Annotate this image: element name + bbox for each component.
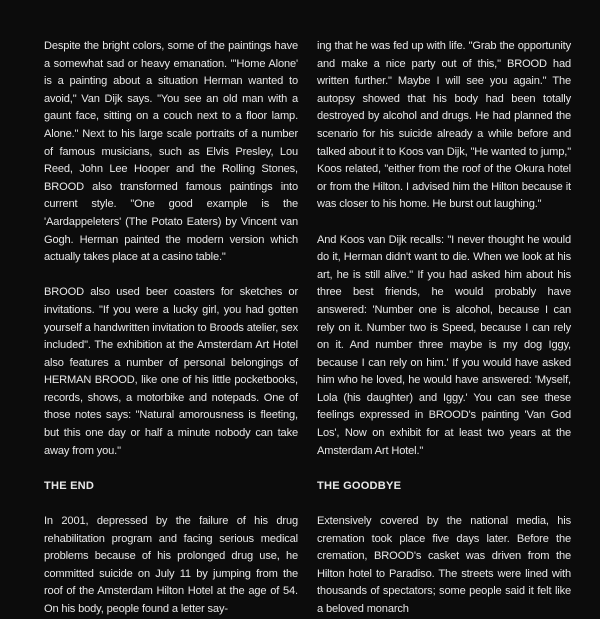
paragraph-suicide: In 2001, depressed by the failure of his drug rehabilitation program and facing serious medical problems because of his prolonged drug use, he committed suicide on July 11 by jumping from the roof of the Amsterdam Hilton Hotel at the age of 54. On his body, people found a letter say- — [44, 515, 298, 615]
paragraph-autopsy: ing that he was fed up with life. "Grab the opportunity and make a nice party out of this," BROOD had written further." Maybe I will see you again." The autopsy showed that his body had been totally destroyed by alcohol and drugs. He had planned the scenario for his suicide already a while before and talked about it to Koos van Dijk, "He wanted to jump," Koos related, "either from the roof of the Okura hotel or from the Hilton. I advised him the Hilton because it was closer to his home. He burst out laughing." — [317, 40, 571, 211]
right-text-column — [317, 38, 571, 619]
paragraph-koos-recalls: And Koos van Dijk recalls: "I never thought he would do it, Herman didn't want to die. When we look at his art, he is still alive." If you had asked him about his three best friends, he would probably have answered: 'Number one is alcohol, because I can rely on it. Number two is Speed, because I can rely on it. And number three maybe is my dog Iggy, because I can rely on him.' If you would have asked him who he loved, he would have answered: 'Myself, Lola (his daughter) and Iggy.' You can see these feelings expressed in BROOD's painting 'Van God Los', Now on exhibit for at least two years at the Amsterdam Art Hotel." — [317, 233, 571, 457]
paragraph-paintings: Despite the bright colors, some of the paintings have a somewhat sad or heavy emanation. "'Home Alone' is a painting about a situation Herman wanted to avoid," Van Dijk says. "You see an old man with a gaunt face, sitting on a couch next to a floor lamp. Alone." Next to his large scale portraits of a number of famous musicians, such as Elvis Presley, Lou Reed, John Lee Hooper and the Rolling Stones, BROOD also transformed famous paintings into current style. "One good example is the 'Aardappeleters' (The Potato Eaters) by Vincent van Gogh. Herman painted the modern version which actually takes place at a casino table." — [44, 40, 298, 264]
section-heading-the-end: THE END — [44, 479, 95, 492]
paragraph-cremation: Extensively covered by the national media, his cremation took place five days later. Before the cremation, BROOD's casket was driven from the Hilton hotel to Paradiso. The streets were lined with thousands of spectators; some people said it felt like a beloved monarch — [317, 515, 571, 615]
section-heading-the-goodbye: THE GOODBYE — [317, 479, 402, 492]
paragraph-beer-coasters: BROOD also used beer coasters for sketches or invitations. "If you were a lucky girl, you had gotten yourself a handwritten invitation to Broods atelier, sex included". The exhibition at the Amsterdam Art Hotel also features a number of personal belongings of HERMAN BROOD, like one of his little pocketbooks, records, shows, a motorbike and notepads. One of those notes says: "Natural amorousness is fleeting, but this one day or half a minute nobody can take away from you." — [44, 286, 298, 457]
left-text-column — [44, 38, 298, 619]
